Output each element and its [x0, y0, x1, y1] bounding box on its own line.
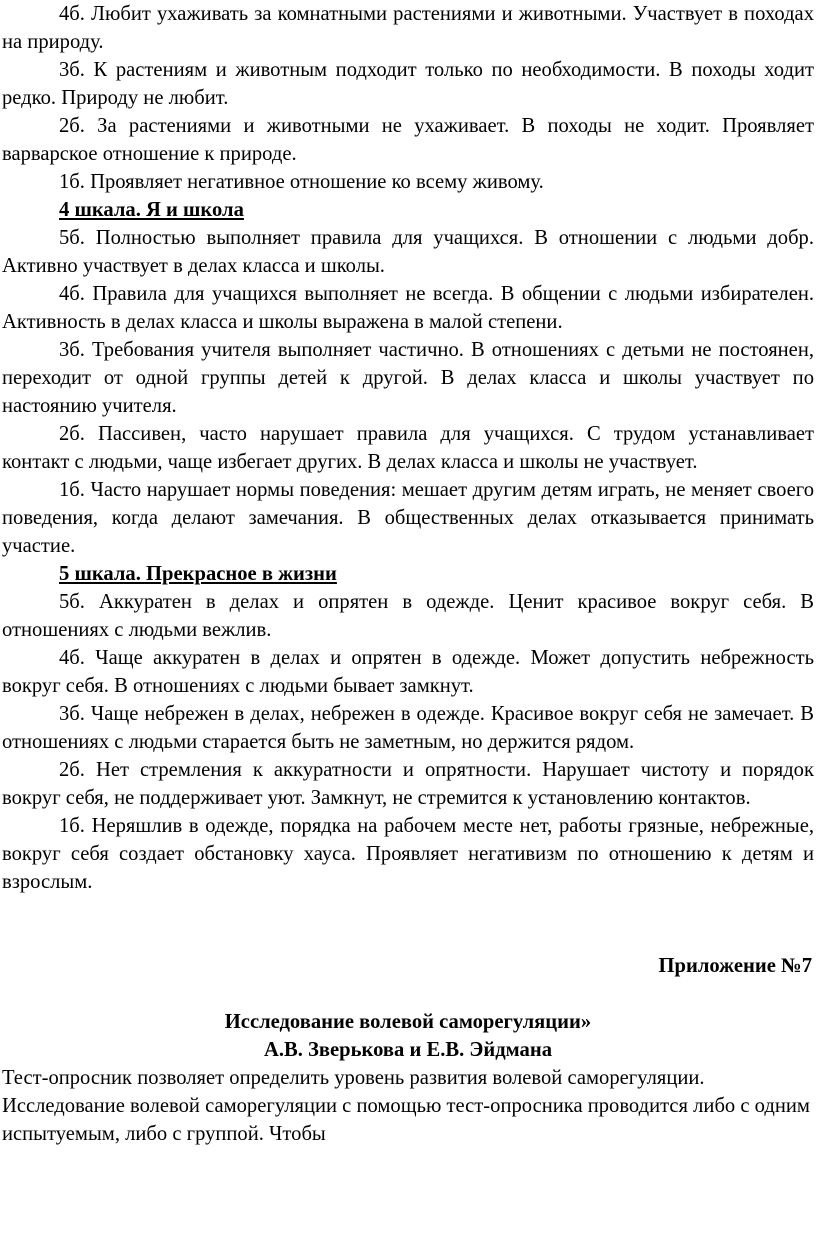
scale4-item-1: 1б. Часто нарушает нормы поведения: мешает другим детям играть, не меняет своего поведения, когда делают замечания. В общественных делах отказывается принимать участие. — [2, 479, 814, 557]
appendix-title-line2: А.В. Зверькова и Е.В. Эйдмана — [263, 1039, 552, 1061]
scale4-item-4: 4б. Правила для учащихся выполняет не всегда. В общении с людьми избирателен. Активность в делах класса и школы выражена в малой степени. — [2, 283, 814, 333]
scale4-item-5: 5б. Полностью выполняет правила для учащихся. В отношении с людьми добр. Активно участвует в делах класса и школы. — [2, 227, 814, 277]
scale3-item-2: 2б. За растениями и животными не ухаживает. В походы не ходит. Проявляет варварское отношение к природе. — [2, 115, 814, 165]
scale5-item-3: 3б. Чаще небрежен в делах, небрежен в одежде. Красивое вокруг себя не замечает. В отношениях с людьми старается быть не заметным, но держится рядом. — [2, 703, 814, 753]
scale3-item-1: 1б. Проявляет негативное отношение ко всему живому. — [59, 171, 544, 193]
appendix-title-line1: Исследование волевой саморегуляции» — [224, 1011, 592, 1033]
scale5-item-5: 5б. Аккуратен в делах и опрятен в одежде. Ценит красивое вокруг себя. В отношениях с людьми вежлив. — [2, 591, 814, 641]
appendix-label: Приложение №7 — [658, 955, 812, 977]
scale5-heading: 5 шкала. Прекрасное в жизни — [59, 563, 337, 585]
spacer — [2, 896, 814, 952]
scale5-item-1: 1б. Неряшлив в одежде, порядка на рабочем месте нет, работы грязные, небрежные, вокруг себя создает обстановку хауса. Проявляет негативизм по отношению к детям и взрослым. — [2, 815, 814, 893]
spacer — [2, 980, 814, 1008]
scale4-heading: 4 шкала. Я и школа — [59, 199, 244, 221]
scale5-item-4: 4б. Чаще аккуратен в делах и опрятен в одежде. Может допустить небрежность вокруг себя. В отношениях с людьми бывает замкнут. — [2, 647, 814, 697]
scale3-item-3: 3б. К растениям и животным подходит только по необходимости. В походы ходит редко. Природу не любит. — [2, 59, 814, 109]
scale4-item-2: 2б. Пассивен, часто нарушает правила для учащихся. С трудом устанавливает контакт с людьми, чаще избегает других. В делах класса и школы не участвует. — [2, 423, 814, 473]
scale3-item-4: 4б. Любит ухаживать за комнатными растениями и животными. Участвует в походах на природу. — [2, 3, 814, 53]
appendix-intro: Тест-опросник позволяет определить уровень развития волевой саморегуляции. Исследование волевой саморегуляции с помощью тест-опросника проводится либо с одним испытуемым, либо с группой. Чтобы — [2, 1067, 810, 1145]
scale4-item-3: 3б. Требования учителя выполняет частично. В отношениях с детьми не постоянен, переходит от одной группы детей к другой. В делах класса и школы участвует по настоянию учителя. — [2, 339, 814, 417]
scale5-item-2: 2б. Нет стремления к аккуратности и опрятности. Нарушает чистоту и порядок вокруг себя, не поддерживает уют. Замкнут, не стремится к установлению контактов. — [2, 759, 814, 809]
